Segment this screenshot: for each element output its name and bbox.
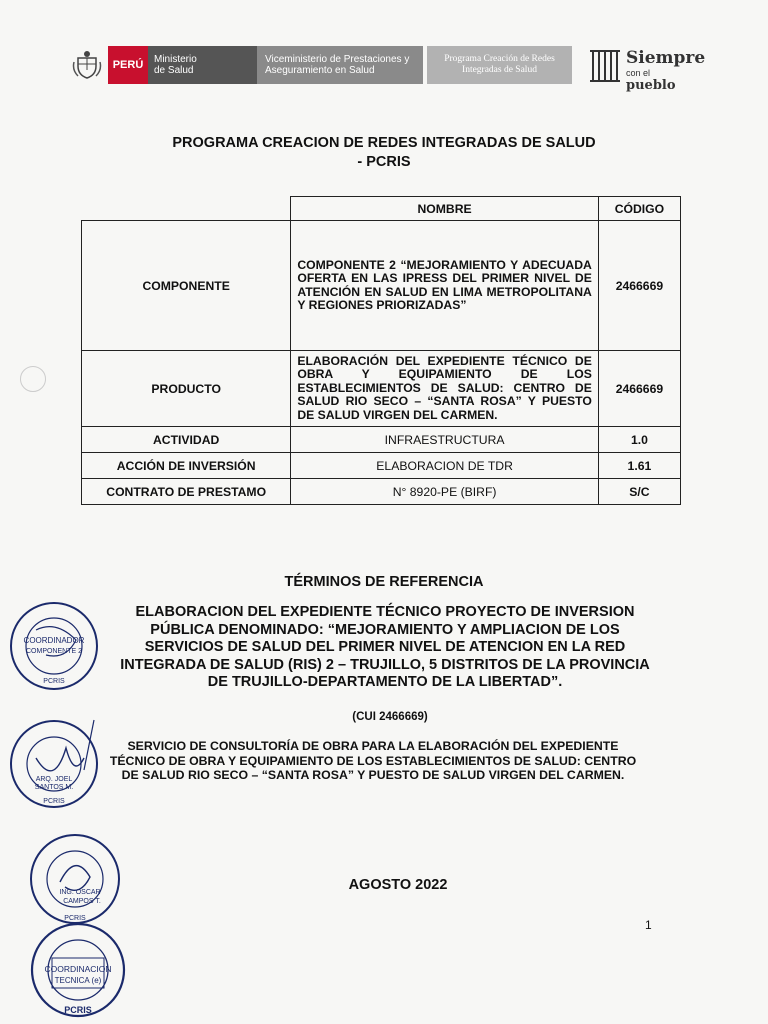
project-info-table bbox=[81, 196, 681, 505]
coordinator-stamp bbox=[6, 600, 102, 692]
siempre-logo bbox=[590, 46, 706, 93]
row-label: CONTRATO DE PRESTAMO bbox=[82, 479, 291, 505]
page-header bbox=[72, 44, 706, 93]
program-line-1: Programa Creación de Redes bbox=[444, 54, 555, 64]
slogan-top: Siempre bbox=[626, 48, 706, 68]
stamp2-name-2: SANTOS M. bbox=[34, 784, 74, 791]
viceministry-brand-box bbox=[257, 46, 423, 84]
slogan-bottom bbox=[626, 68, 700, 93]
ministry-line-1: Ministerio bbox=[154, 54, 197, 65]
row-code: 1.0 bbox=[598, 427, 680, 453]
service-description: SERVICIO DE CONSULTORÍA DE OBRA PARA LA ELABORACIÓN DEL EXPEDIENTE TÉCNICO DE OBRA Y EQUIPAMIENTO DE LOS ESTABLECIMIENTOS DE SALUD: CENTRO DE SALUD RIO SECO – “SANTA ROSA” Y PUESTO DE SALUD VIRGEN DEL CARMEN. bbox=[109, 739, 637, 783]
row-code: 2466669 bbox=[598, 351, 680, 427]
coat-of-arms-icon bbox=[72, 50, 102, 80]
stamp4-bottom: PCRIS bbox=[64, 1005, 92, 1015]
technical-coordination-stamp bbox=[22, 920, 134, 1020]
table-row bbox=[82, 221, 681, 351]
engineer-stamp bbox=[20, 832, 130, 926]
row-label: ACTIVIDAD bbox=[82, 427, 291, 453]
program-title-line-1: PROGRAMA CREACION DE REDES INTEGRADAS DE SALUD bbox=[172, 135, 596, 151]
program-title bbox=[0, 134, 768, 172]
stamp2-bottom: PCRIS bbox=[43, 798, 65, 805]
peru-brand-box bbox=[108, 46, 148, 84]
stamp3-name-1: ING. OSCAR bbox=[59, 889, 101, 896]
row-name: ELABORACIÓN DEL EXPEDIENTE TÉCNICO DE OBRA Y EQUIPAMIENTO DE LOS ESTABLECIMIENTOS DE SALUD: CENTRO DE SALUD RIO SECO – “SANTA ROSA” Y PUESTO DE SALUD VIRGEN DEL CARMEN. bbox=[291, 351, 599, 427]
pillars-icon bbox=[590, 48, 620, 82]
stamp2-name-1: ARQ. JOEL bbox=[35, 776, 73, 783]
slogan-big: pueblo bbox=[626, 78, 676, 93]
table-row bbox=[82, 479, 681, 505]
stamp4-center-1: COORDINACION bbox=[44, 964, 112, 974]
cui-code: (CUI 2466669) bbox=[352, 711, 428, 723]
peru-label: PERÚ bbox=[112, 58, 144, 71]
project-title: ELABORACION DEL EXPEDIENTE TÉCNICO PROYECTO DE INVERSION PÚBLICA DENOMINADO: “MEJORAMIENTO Y AMPLIACION DE LOS SERVICIOS DE SALUD DEL PRIMER NIVEL DE ATENCION EN LA RED INTEGRADA DE SALUD (RIS) 2 – TRUJILLO, 5 DISTRITOS DE LA PROVINCIA DE TRUJILLO-DEPARTAMENTO DE LA LIBERTAD”. bbox=[120, 604, 650, 690]
table-header-blank bbox=[82, 197, 291, 221]
row-label: COMPONENTE bbox=[82, 221, 291, 351]
program-brand-box bbox=[427, 46, 572, 84]
row-name: COMPONENTE 2 “MEJORAMIENTO Y ADECUADA OFERTA EN LAS IPRESS DEL PRIMER NIVEL DE ATENCIÓN EN SALUD EN LIMA METROPOLITANA Y REGIONES PRIORIZADAS” bbox=[291, 221, 599, 351]
table-header-name: NOMBRE bbox=[291, 197, 599, 221]
row-label: ACCIÓN DE INVERSIÓN bbox=[82, 453, 291, 479]
stamp4-center-2: TECNICA (e) bbox=[54, 976, 102, 985]
ministry-line-2: de Salud bbox=[154, 65, 194, 76]
table-row bbox=[82, 453, 681, 479]
stamp1-center-1: COORDINADOR bbox=[23, 636, 85, 645]
ministry-brand-box bbox=[148, 46, 257, 84]
stamp3-name-2: CAMPOS T. bbox=[63, 898, 101, 905]
punch-hole-mark bbox=[20, 366, 46, 392]
row-name: N° 8920-PE (BIRF) bbox=[291, 479, 599, 505]
stamp1-center-2: COMPONENTE 2 bbox=[25, 648, 83, 655]
row-name: INFRAESTRUCTURA bbox=[291, 427, 599, 453]
vice-line-2: Aseguramiento en Salud bbox=[265, 65, 375, 76]
program-title-line-2: - PCRIS bbox=[357, 154, 411, 170]
vice-line-1: Viceministerio de Prestaciones y bbox=[265, 54, 410, 65]
slogan-small: con el bbox=[626, 68, 651, 78]
table-row bbox=[82, 351, 681, 427]
document-date: AGOSTO 2022 bbox=[348, 877, 448, 893]
page-number: 1 bbox=[645, 918, 652, 932]
stamp3-bottom: PCRIS bbox=[64, 915, 86, 922]
table-header-code: CÓDIGO bbox=[598, 197, 680, 221]
table-row bbox=[82, 427, 681, 453]
row-name: ELABORACION DE TDR bbox=[291, 453, 599, 479]
row-code: 1.61 bbox=[598, 453, 680, 479]
row-label: PRODUCTO bbox=[82, 351, 291, 427]
row-code: 2466669 bbox=[598, 221, 680, 351]
architect-stamp bbox=[4, 718, 108, 810]
program-line-2: Integradas de Salud bbox=[462, 65, 537, 75]
terms-heading: TÉRMINOS DE REFERENCIA bbox=[284, 574, 484, 590]
stamp1-bottom: PCRIS bbox=[43, 678, 65, 685]
row-code: S/C bbox=[598, 479, 680, 505]
table-header-row bbox=[82, 197, 681, 221]
